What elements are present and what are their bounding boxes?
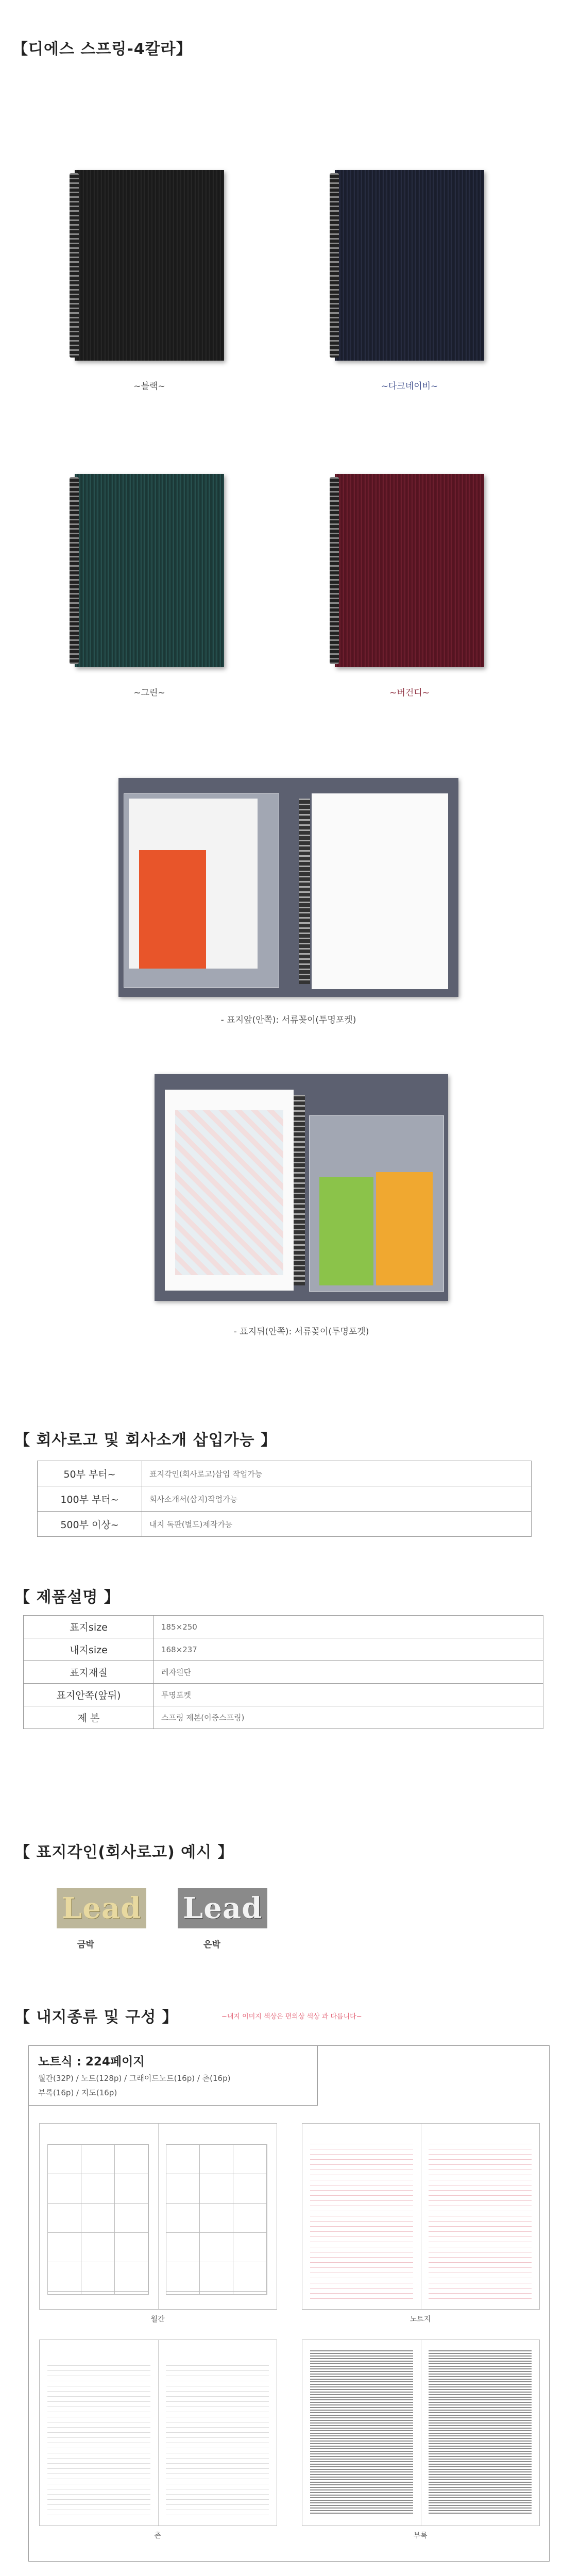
inner-type-note bbox=[28, 2045, 550, 2562]
table-row bbox=[38, 1461, 532, 1486]
table-row bbox=[24, 1661, 543, 1684]
spread-fold bbox=[158, 2124, 159, 2309]
table-row bbox=[24, 1616, 543, 1638]
logo-section-title: 【 회사로고 및 회사소개 삽입가능 】 bbox=[14, 1431, 277, 1449]
silver-foil-sample: Lead bbox=[178, 1888, 267, 1928]
spring-binding bbox=[330, 173, 339, 358]
cover-caption: ~다크네이비~ bbox=[381, 381, 438, 392]
photo-caption: - 표지뒤(안쪽): 서류꽂이(투명포켓) bbox=[233, 1327, 369, 1337]
calendar-grid bbox=[47, 2144, 149, 2295]
logo-options-table bbox=[37, 1461, 532, 1537]
cover-black bbox=[75, 170, 224, 361]
table-key: 제 본 bbox=[24, 1706, 154, 1729]
table-key: 100부 부터~ bbox=[38, 1486, 142, 1512]
cover-navy bbox=[335, 170, 484, 361]
spec-section-title: 【 제품설명 】 bbox=[14, 1588, 120, 1606]
type-composition: 부록(16p) / 지도(16p) bbox=[38, 2088, 117, 2097]
table-value: 표지각인(회사로고)삽입 작업가능 bbox=[142, 1461, 532, 1486]
inside-back-photo bbox=[155, 1074, 448, 1301]
table-value: 회사소개서(삽지)작업가능 bbox=[142, 1486, 532, 1512]
photo-caption: - 표지앞(안쪽): 서류꽂이(투명포켓) bbox=[220, 1015, 356, 1025]
note-page bbox=[312, 793, 448, 989]
type-header-box bbox=[29, 2046, 318, 2106]
gold-foil-label: 금박 bbox=[77, 1940, 94, 1950]
cover-texture bbox=[75, 170, 224, 361]
page-title: 【디에스 스프링-4칼라】 bbox=[12, 40, 192, 58]
appendix-table bbox=[310, 2350, 413, 2515]
spread-label: 노트지 bbox=[410, 2315, 431, 2324]
inner-section-title: 【 내지종류 및 구성 】 bbox=[14, 2008, 178, 2026]
color-note: ~내지 이미지 색상은 편의상 색상 과 다릅니다~ bbox=[221, 2013, 362, 2021]
cover-caption: ~블랙~ bbox=[133, 381, 165, 392]
appendix-table bbox=[429, 2350, 532, 2515]
ruled-lines bbox=[166, 2361, 269, 2515]
cover-caption: ~버건디~ bbox=[389, 688, 430, 698]
spring-binding bbox=[299, 799, 310, 984]
table-key: 500부 이상~ bbox=[38, 1512, 142, 1537]
type-composition: 월간(32P) / 노트(128p) / 그래이드노트(16p) / 촌(16p) bbox=[38, 2074, 231, 2083]
ruled-lines bbox=[47, 2361, 150, 2515]
cover-texture bbox=[335, 474, 484, 667]
subway-map bbox=[175, 1110, 283, 1275]
spring-binding bbox=[294, 1095, 305, 1285]
ruled-lines bbox=[310, 2139, 413, 2299]
table-key: 표지size bbox=[24, 1616, 154, 1638]
table-value: 레자원단 bbox=[154, 1661, 543, 1684]
silver-foil-label: 은박 bbox=[203, 1940, 220, 1950]
table-value: 185×250 bbox=[154, 1616, 543, 1638]
spread-label: 부록 bbox=[413, 2532, 428, 2540]
spread-notes bbox=[302, 2123, 540, 2310]
spread-appendix bbox=[302, 2340, 540, 2526]
cover-caption: ~그린~ bbox=[133, 688, 165, 698]
ruled-lines bbox=[429, 2139, 532, 2299]
calendar-grid bbox=[166, 2144, 267, 2295]
orange-brochure bbox=[376, 1172, 433, 1285]
spread-monthly bbox=[39, 2123, 277, 2310]
table-row bbox=[24, 1684, 543, 1706]
spring-binding bbox=[70, 173, 79, 358]
table-row bbox=[24, 1638, 543, 1661]
green-brochure bbox=[319, 1177, 373, 1285]
spread-label: 월간 bbox=[150, 2315, 165, 2324]
table-row bbox=[38, 1512, 532, 1537]
table-value: 내지 독판(별도)제작가능 bbox=[142, 1512, 532, 1537]
table-row bbox=[24, 1706, 543, 1729]
emboss-section-title: 【 표지각인(회사로고) 예시 】 bbox=[14, 1843, 234, 1861]
spring-binding bbox=[70, 477, 79, 664]
cover-green bbox=[75, 474, 224, 667]
spread-label: 촌 bbox=[154, 2532, 161, 2540]
table-key: 표지재질 bbox=[24, 1661, 154, 1684]
spread-chon bbox=[39, 2340, 277, 2526]
spring-binding bbox=[330, 477, 339, 664]
table-key: 50부 부터~ bbox=[38, 1461, 142, 1486]
table-key: 내지size bbox=[24, 1638, 154, 1661]
gold-foil-sample: Lead bbox=[57, 1888, 146, 1928]
spread-fold bbox=[158, 2340, 159, 2526]
table-value: 투명포켓 bbox=[154, 1684, 543, 1706]
cover-burgundy bbox=[335, 474, 484, 667]
orange-brochure bbox=[139, 850, 206, 969]
table-row bbox=[38, 1486, 532, 1512]
spec-table bbox=[23, 1615, 543, 1729]
table-key: 표지안쪽(앞뒤) bbox=[24, 1684, 154, 1706]
inside-front-photo bbox=[118, 778, 458, 997]
cover-texture bbox=[335, 170, 484, 361]
table-value: 168×237 bbox=[154, 1638, 543, 1661]
cover-texture bbox=[75, 474, 224, 667]
type-heading: 노트식 : 224페이지 bbox=[38, 2055, 145, 2069]
table-value: 스프링 제본(이중스프링) bbox=[154, 1706, 543, 1729]
